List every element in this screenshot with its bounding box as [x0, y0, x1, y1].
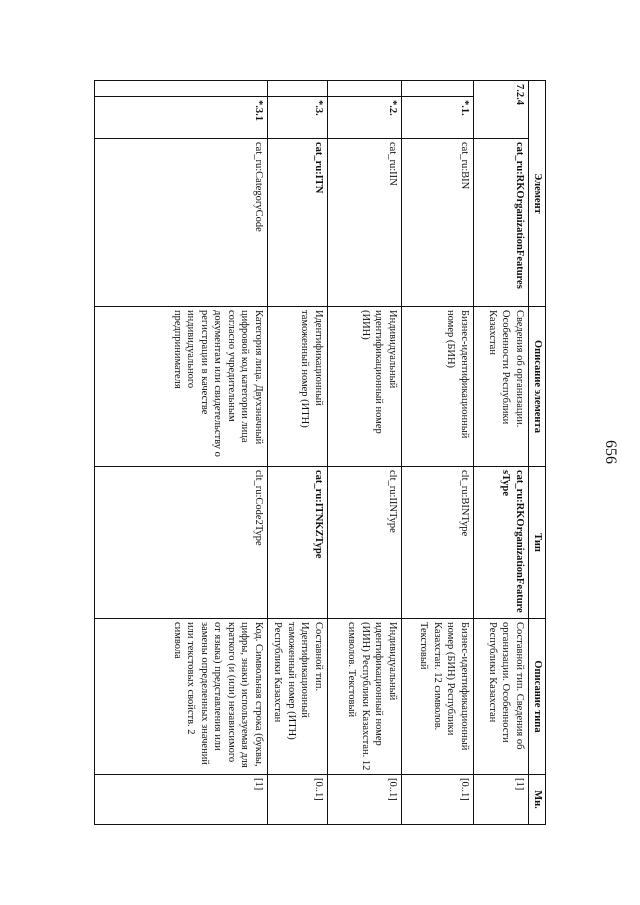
element-name: cat_ru:RKOrganizationFeatures: [474, 139, 529, 307]
multiplicity: [0..1]: [268, 775, 328, 825]
indent-cell: [268, 81, 328, 97]
table-row: [402, 81, 474, 825]
table-row: [268, 81, 328, 825]
type-description: Индивидуальный идентификационный номер (ИИН) Республики Казахстан. 12 символов. Текстовый: [328, 619, 402, 775]
column-header-element-description: Описание элемента: [529, 307, 546, 467]
row-number: *.2.: [328, 97, 402, 139]
type-name: clt_ru:Code2Type: [95, 467, 268, 619]
multiplicity: [0..1]: [328, 775, 402, 825]
rotated-page-content: [94, 80, 546, 824]
indent-cell: [328, 81, 402, 97]
table-row: [328, 81, 402, 825]
element-name: cat_ru:CategoryCode: [95, 139, 268, 307]
element-description: Идентификационный таможенный номер (ИТН): [268, 307, 328, 467]
row-number: *.3.1: [95, 97, 268, 139]
type-name: clt_ru:IINType: [328, 467, 402, 619]
multiplicity: [1]: [474, 775, 529, 825]
multiplicity: [0..1]: [402, 775, 474, 825]
element-name: cat_ru:ITN: [268, 139, 328, 307]
type-name: clt_ru:BINType: [402, 467, 474, 619]
indent-cell: [95, 81, 268, 97]
type-name: cat_ru:RKOrganizationFeaturesType: [474, 467, 529, 619]
row-number: 7.2.4: [474, 81, 529, 139]
table-row: [95, 81, 268, 825]
table-header: [529, 81, 546, 825]
column-header-element: Элемент: [529, 81, 546, 307]
indent-cell: [402, 81, 474, 97]
element-description: Бизнес-идентификационный номер (БИН): [402, 307, 474, 467]
type-description: Составной тип. Сведения об организации. Особенности Республики Казахстан: [474, 619, 529, 775]
element-description: Индивидуальный идентификационный номер (ИИН): [328, 307, 402, 467]
row-number: *.3.: [268, 97, 328, 139]
column-header-type: Тип: [529, 467, 546, 619]
type-description: Бизнес-идентификационный номер (БИН) Республики Казахстан. 12 символов. Текстовый: [402, 619, 474, 775]
column-header-multiplicity: Мн.: [529, 775, 546, 825]
row-number: *.1.: [402, 97, 474, 139]
type-name: cat_ru:ITNKZType: [268, 467, 328, 619]
table-row: [474, 81, 529, 825]
page-number: 656: [602, 440, 619, 464]
column-header-type-description: Описание типа: [529, 619, 546, 775]
type-description: Код. Символьная строка (буквы, цифры, знаки) используемая для краткого (и (или) независимого от языка) представления или замены определенных значений или текстовых свойств. 2 символа: [95, 619, 268, 775]
type-description: Составной тип. Идентификационный таможенный номер (ИТН) Республики Казахстан: [268, 619, 328, 775]
specification-table: [94, 80, 546, 825]
element-description: Категория лица. Двухзначный цифровой код категории лица согласно учредительным документам или свидетельству о регистрации в качестве индивидуального предпринимателя: [95, 307, 268, 467]
multiplicity: [1]: [95, 775, 268, 825]
element-name: cat_ru:BIN: [402, 139, 474, 307]
element-description: Сведения об организации. Особенности Республики Казахстан: [474, 307, 529, 467]
element-name: cat_ru:IIN: [328, 139, 402, 307]
